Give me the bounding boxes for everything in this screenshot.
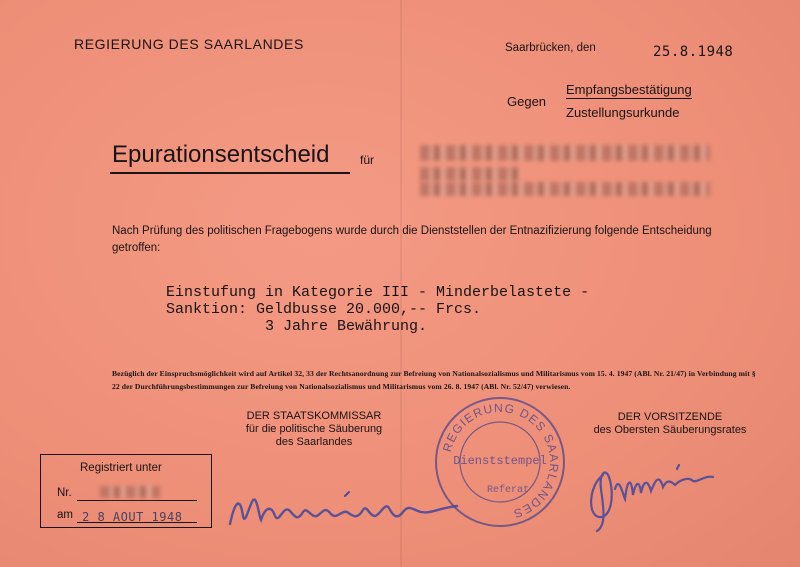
decision-line-1: Einstufung in Kategorie III - Minderbelastete - bbox=[166, 284, 590, 301]
receipt-option-empfang: Empfangsbestätigung bbox=[566, 82, 692, 97]
stamp-ring-text: REGIERUNG DES SAARLANDES bbox=[440, 400, 562, 522]
registration-date-stamp: 2 8 AOUT 1948 bbox=[82, 510, 183, 524]
signatory-right bbox=[560, 411, 780, 437]
redacted-name bbox=[420, 145, 710, 161]
redacted-address bbox=[420, 182, 710, 196]
signatory-left-line3: des Saarlandes bbox=[275, 436, 353, 448]
registration-nr-label: Nr. bbox=[57, 487, 72, 499]
fuer-label: für bbox=[360, 153, 375, 167]
signatory-left bbox=[214, 410, 414, 449]
legal-notice: Bezüglich der Einspruchsmöglichkeit wird auf Artikel 32, 33 der Rechtsanordnung zur Befreiung von Nationalsozialismus und Militarismus vom 15. 4. 1947 (ABl. Nr. 21/47) in Verbindung mit § 22 der Durchführungsbestimmungen zur Befreiung von Nationalsozialismus und Militarismus vom 26. 8. 1947 (ABl. Nr. 52/47) verwiesen. bbox=[112, 369, 756, 391]
decision-line-2: Sanktion: Geldbusse 20.000,-- Frcs. bbox=[166, 301, 482, 318]
stamp-bottom-text: Referat bbox=[486, 485, 530, 496]
registration-title: Registriert unter bbox=[80, 462, 162, 474]
issue-date: 25.8.1948 bbox=[653, 44, 734, 60]
signatory-right-line2: des Obersten Säuberungsrates bbox=[593, 424, 747, 436]
intro-paragraph: Nach Prüfung des politischen Fragebogens wurde durch die Dienststellen der Entnazifizierung folgende Entscheidung getroffen: bbox=[112, 225, 712, 254]
signatory-left-line2: für die politische Säuberung bbox=[245, 423, 383, 435]
stamp-center-text: Dienststempel bbox=[453, 454, 547, 468]
title-underline bbox=[110, 172, 350, 174]
document-title: Epurationsentscheid bbox=[112, 141, 330, 168]
decision-line-3: 3 Jahre Bewährung. bbox=[265, 318, 428, 335]
signatory-left-title: DER STAATSKOMMISSAR bbox=[246, 410, 382, 422]
signature-left-icon bbox=[225, 486, 465, 536]
signature-right-icon bbox=[585, 455, 725, 535]
receipt-option-zustellung: Zustellungsurkunde bbox=[566, 105, 680, 120]
redacted-registration-number bbox=[100, 486, 160, 498]
issuing-authority: REGIERUNG DES SAARLANDES bbox=[74, 36, 304, 52]
registration-am-label: am bbox=[57, 509, 73, 521]
redacted-line-2 bbox=[420, 167, 520, 181]
signatory-right-title: DER VORSITZENDE bbox=[617, 411, 723, 423]
place-label: Saarbrücken, den bbox=[505, 42, 596, 54]
gegen-label: Gegen bbox=[507, 94, 547, 109]
registration-nr-line bbox=[77, 500, 197, 501]
decision-block bbox=[166, 284, 589, 335]
